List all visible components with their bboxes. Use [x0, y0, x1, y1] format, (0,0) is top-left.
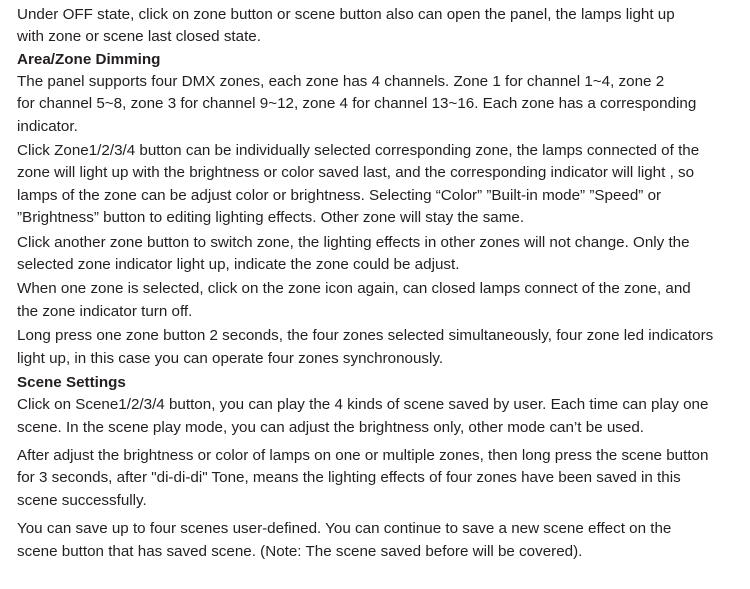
scene-paragraph-1: Click on Scene1/2/3/4 button, you can play the 4 kinds of scene saved by user. Each time can play one scene. In the scene play mode, you can adjust the brightness only, other mode can’t be used.: [17, 396, 709, 436]
scene-paragraph-2: After adjust the brightness or color of lamps on one or multiple zones, then long press the scene button for 3 seconds, after "di-di-di" Tone, means the lighting effects of four zones have been saved in this scene successfully.: [17, 446, 709, 509]
area-zone-paragraph-4: When one zone is selected, click on the zone icon again, can closed lamps connect of the zone, and the zone indicator turn off.: [17, 280, 691, 320]
area-zone-paragraph-5: Long press one zone button 2 seconds, the four zones selected simultaneously, four zone led indicators light up, in this case you can operate four zones synchronously.: [17, 327, 714, 367]
area-zone-paragraph-1: The panel supports four DMX zones, each zone has 4 channels. Zone 1 for channel 1~4, zone 2 for channel 5~8, zone 3 for channel 9~12, zone 4 for channel 13~16. Each zone has a corresponding indicator.: [17, 72, 697, 135]
area-zone-paragraph-2: Click Zone1/2/3/4 button can be individually selected corresponding zone, the lamps connected of the zone will light up with the brightness or color saved last, and the corresponding indicator will light , so lamps of the zone can be adjust color or brightness. Selecting “Color” ”Built-in mode” ”Speed” or ”Brightness” button to editing lighting effects. Other zone will stay the same.: [17, 142, 700, 227]
scene-paragraph-3: You can save up to four scenes user-defined. You can continue to save a new scene effect on the scene button that has saved scene. (Note: The scene saved before will be covered).: [17, 520, 672, 560]
scene-settings-heading: Scene Settings: [17, 374, 126, 392]
area-zone-paragraph-3: Click another zone button to switch zone, the lighting effects in other zones will not change. Only the selected zone indicator light up, indicate the zone could be adjust.: [17, 233, 690, 274]
document-page: [17, 4, 747, 563]
intro-paragraph: Under OFF state, click on zone button or scene button also can open the panel, the lamps light up with zone or scene last closed state.: [17, 6, 675, 46]
area-zone-heading: Area/Zone Dimming: [17, 50, 161, 68]
